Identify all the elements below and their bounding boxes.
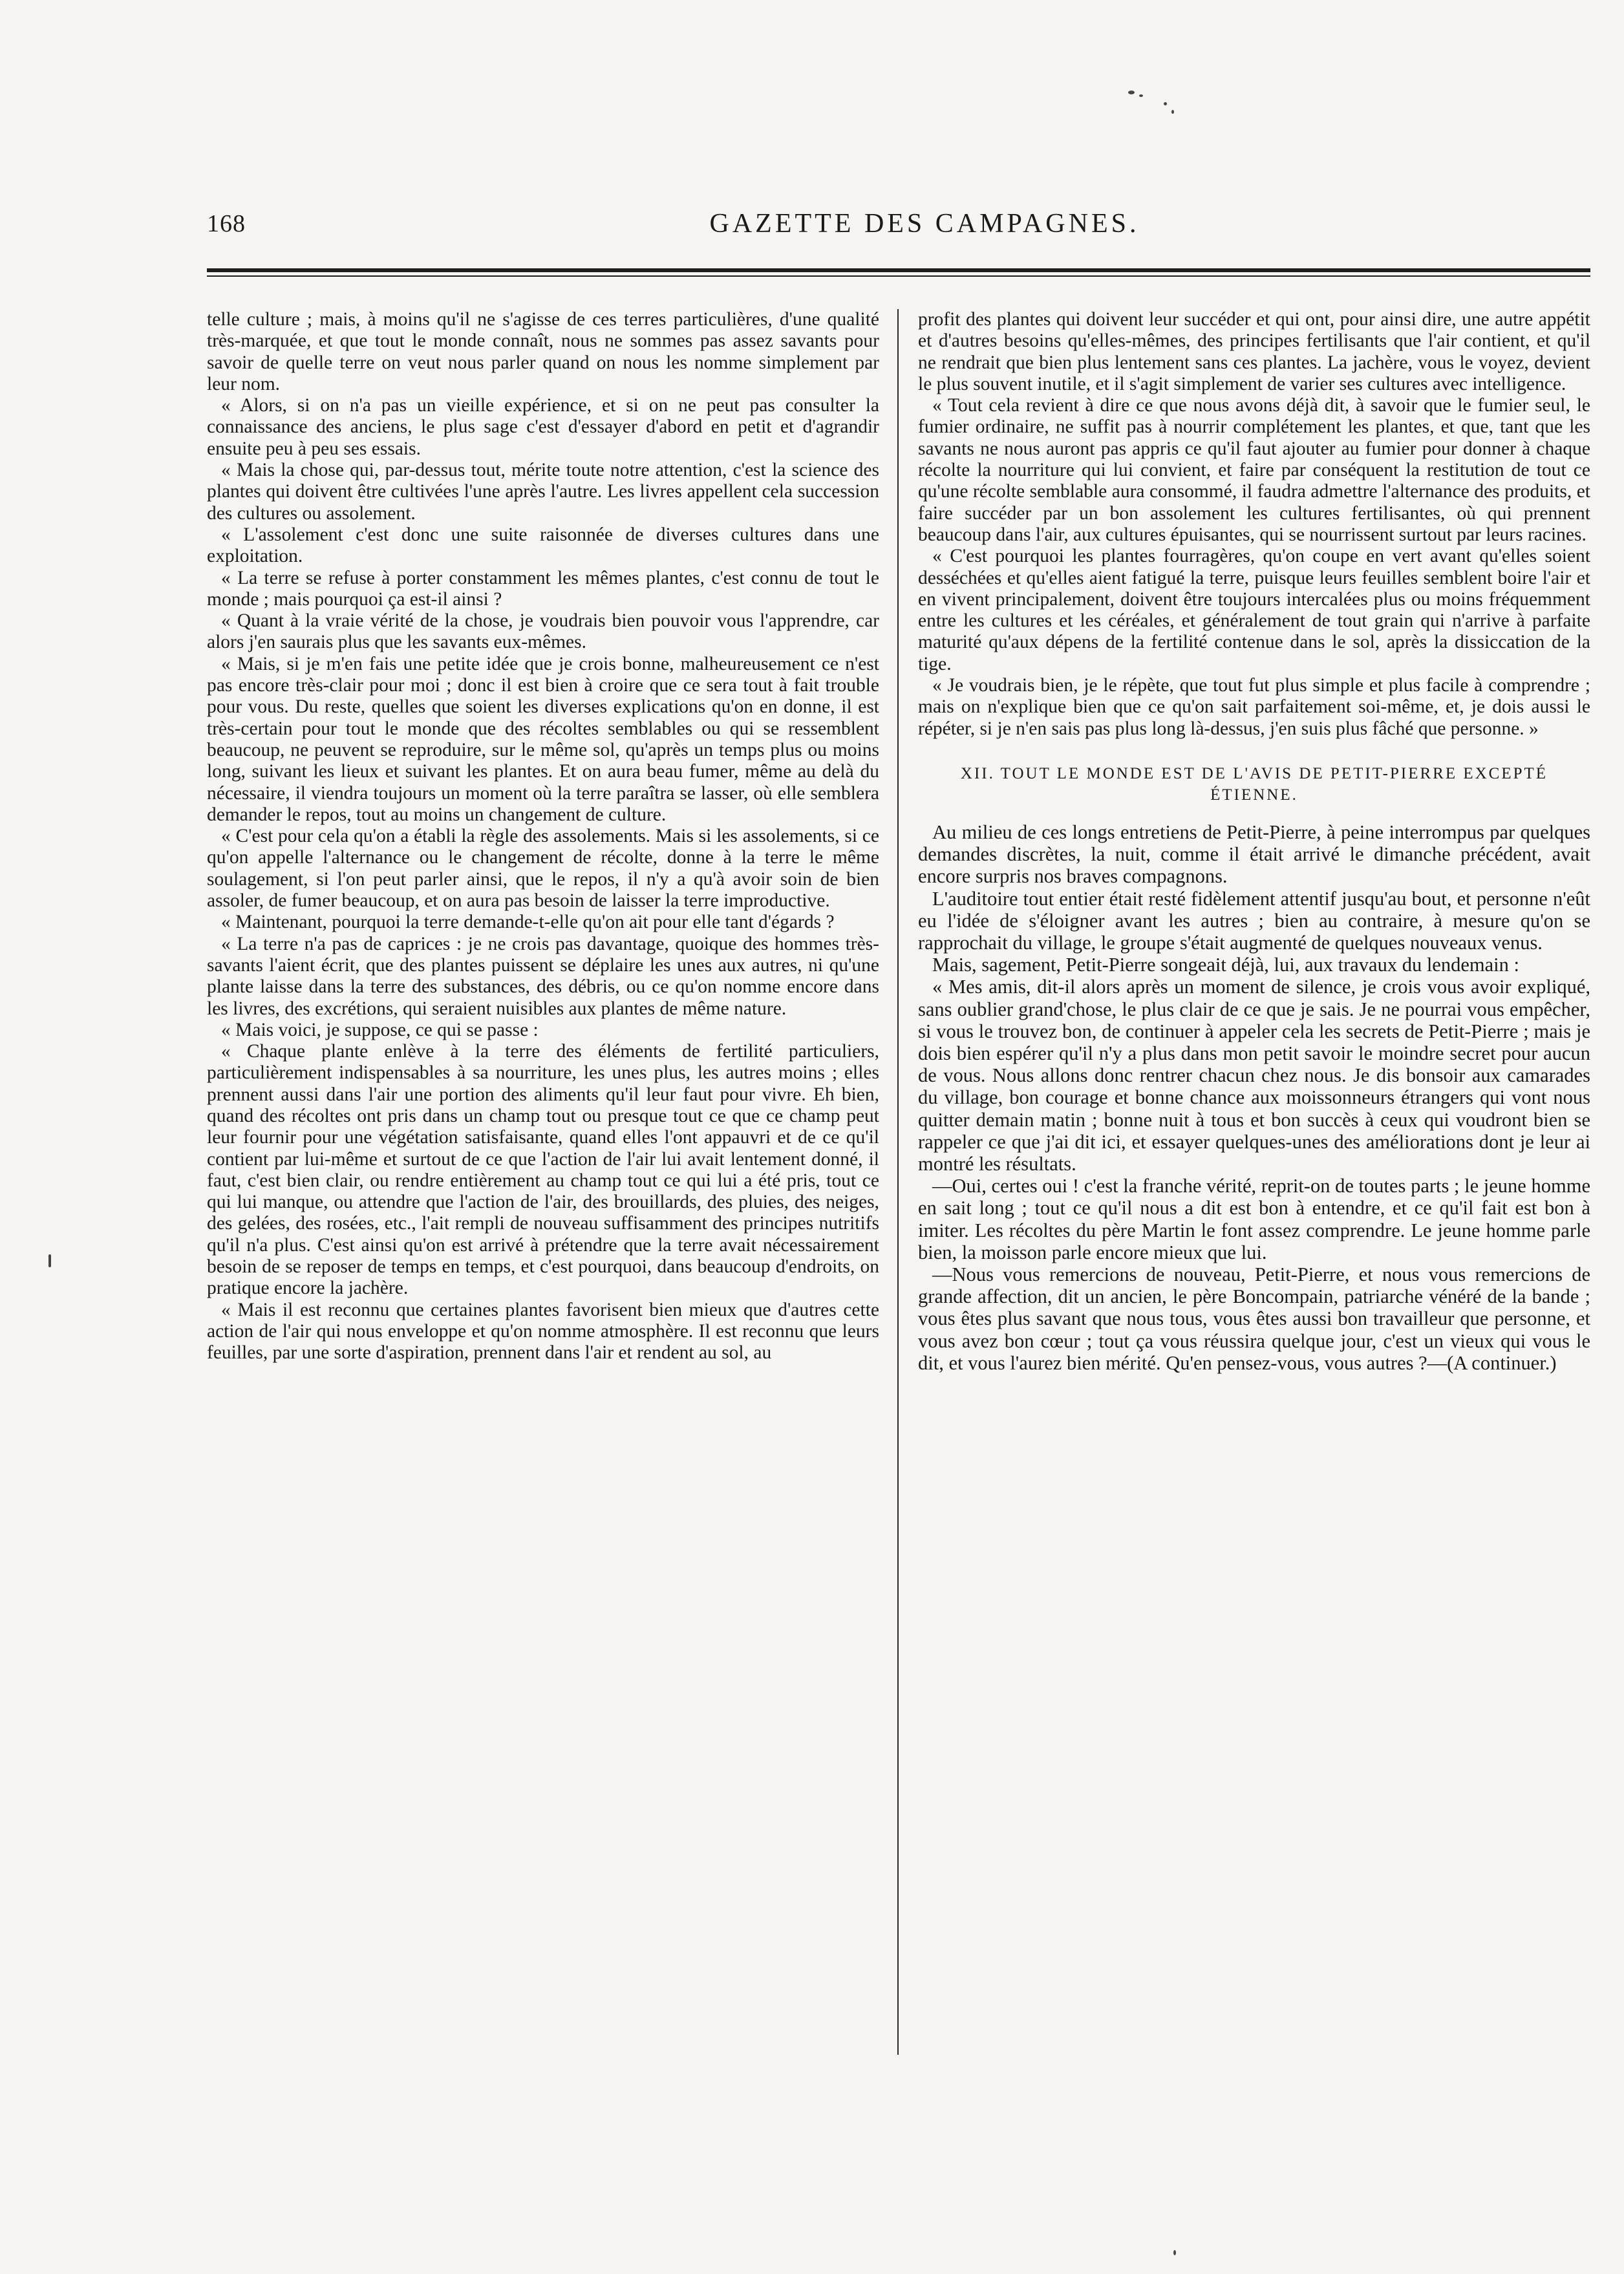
paragraph: Au milieu de ces longs entretiens de Petit-Pierre, à peine interrompus par quelques demandes discrètes, la nuit, comme il était arrivé le dimanche précédent, avait encore surpris nos braves compagnons. bbox=[918, 821, 1590, 888]
left-column bbox=[207, 309, 879, 1364]
running-title: GAZETTE DES CAMPAGNES. bbox=[709, 209, 1140, 239]
page-header bbox=[207, 207, 1590, 252]
paragraph: « Mais la chose qui, par-dessus tout, mérite toute notre attention, c'est la science des plantes qui doivent être cultivées l'une après l'autre. Les livres appellent cela succession des cultures ou assolement. bbox=[207, 460, 879, 524]
paragraph: « Maintenant, pourquoi la terre demande-t-elle qu'on ait pour elle tant d'égards ? bbox=[221, 912, 835, 933]
scan-speck bbox=[1171, 110, 1174, 114]
paragraph: « Je voudrais bien, je le répète, que tout fut plus simple et plus facile à comprendre ; mais on n'explique bien que ce qu'on sait parfaitement soi-même, et, je dois aussi le répéter, si je n'en sais pas plus long là-dessus, j'en suis plus fâché que personne. » bbox=[918, 675, 1590, 739]
paragraph: profit des plantes qui doivent leur succéder et qui ont, pour ainsi dire, une autre appétit et d'autres besoins qu'elles-mêmes, des principes fertilisants que l'air contient, et qu'il ne rendrait que bien plus lentement sans ces plantes. La jachère, vous le voyez, devient le plus souvent inutile, et il s'agit simplement de varier ses cultures avec intelligence. bbox=[918, 309, 1590, 394]
paragraph: « C'est pour cela qu'on a établi la règle des assolements. Mais si les assolements, si ce qu'on appelle l'alternance ou le changement de récolte, donne à la terre le même soulagement, si l'on peut parler ainsi, que le repos, il n'y a qu'à avoir soin de bien assoler, de fumer beaucoup, et on aura pas besoin de laisser la terre improductive. bbox=[207, 826, 879, 912]
paragraph: —Oui, certes oui ! c'est la franche vérité, reprit-on de toutes parts ; le jeune homme en sait long ; tout ce qu'il nous a dit est bon à entendre, et ce qu'il fait est bon à imiter. Les récoltes du père Martin le font assez comprendre. Le jeune homme parle bien, la moisson parle encore mieux que lui. bbox=[918, 1175, 1590, 1263]
scan-speck bbox=[1173, 2250, 1176, 2255]
paragraph: « Mais, si je m'en fais une petite idée que je crois bonne, malheureusement ce n'est pas encore très-clair pour moi ; donc il est bien à croire que ce sera tout à fait trouble pour vous. Du reste, quelles que soient les diverses explications qu'on en donne, il est très-certain pour tout le monde que des récoltes semblables ou qui se ressemblent beaucoup, ne peuvent se reproduire, sur le même sol, qu'après un temps plus ou moins long, suivant les lieux et suivant les plantes. Et on aura beau fumer, même au delà du nécessaire, il viendra toujours un moment où la terre paraîtra se lasser, où elle semblera demander le repos, tout au moins un changement de culture. bbox=[207, 653, 879, 825]
scan-speck bbox=[1164, 102, 1167, 105]
paragraph: « La terre n'a pas de caprices : je ne crois pas davantage, quoique des hommes très-savants l'aient écrit, que des plantes puissent se déplaire les unes aux autres, ni qu'une plante laisse dans la terre des substances, des débris, ou ce qu'on nomme encore dans les livres, des excrétions, qui seraient nuisibles aux plantes de même nature. bbox=[207, 933, 879, 1019]
right-column bbox=[918, 309, 1590, 1374]
scan-speck bbox=[1139, 94, 1143, 97]
paragraph: telle culture ; mais, à moins qu'il ne s'agisse de ces terres particulières, d'une qualité très-marquée, et que tout le monde connaît, nous ne sommes pas assez savants pour savoir de quelle terre on veut nous parler quand on nous les nomme simplement par leur nom. bbox=[207, 309, 879, 394]
paragraph: « La terre se refuse à porter constamment les mêmes plantes, c'est connu de tout le monde ; mais pourquoi ça est-il ainsi ? bbox=[207, 567, 879, 610]
paragraph: —Nous vous remercions de nouveau, Petit-Pierre, et nous vous remercions de grande affection, dit un ancien, le père Boncompain, patriarche vénéré de la bande ; vous êtes plus savant que nous tous, vous êtes aussi bon travailleur que personne, et vous avez bon cœur ; tout ça vous réussira quelque jour, c'est un vieux qui vous le dit, et vous l'aurez bien mérité. Qu'en pensez-vous, vous autres ?—(A continuer.) bbox=[918, 1263, 1590, 1374]
paragraph: « Chaque plante enlève à la terre des éléments de fertilité particuliers, particulièrement indispensables à sa nourriture, les unes plus, les autres moins ; elles prennent aussi dans l'air une portion des aliments qu'il leur faut pour vivre. Eh bien, quand des récoltes ont pris dans un champ tout ou presque tout ce que ce champ peut leur fournir pour une végétation satisfaisante, quand elles l'ont appauvri et de ce qu'il contient par lui-même et surtout de ce que l'action de l'air lui avait lentement donné, il faut, c'est bien clair, ou rendre entièrement au champ tout ce qui lui a été pris, tout ce qui lui manque, ou attendre que l'action de l'air, des brouillards, des pluies, des neiges, des gelées, des rosées, etc., l'ait rempli de nouveau suffisamment des principes nutritifs qu'il n'a plus. C'est ainsi qu'on est arrivé à prétendre que la terre avait nécessairement besoin de se reposer de temps en temps, et c'est pourquoi, dans beaucoup d'endroits, on pratique encore la jachère. bbox=[207, 1041, 879, 1299]
column-divider bbox=[897, 309, 899, 2055]
paragraph: « L'assolement c'est donc une suite raisonnée de diverses cultures dans une exploitation. bbox=[207, 524, 879, 567]
page-number: 168 bbox=[207, 210, 246, 237]
paragraph: « C'est pourquoi les plantes fourragères, qu'on coupe en vert avant qu'elles soient desséchées et qu'elles aient fatigué la terre, puisque leurs feuilles semblent boire l'air et en vivent principalement, doivent être toujours intercalées plus ou moins fréquemment entre les cultures et les céréales, et généralement de tout grain qui n'arrive à parfaite maturité qu'aux dépens de la fertilité contenue dans le sol, après la dissiccation de la tige. bbox=[918, 546, 1590, 674]
paragraph: « Alors, si on n'a pas un vieille expérience, et si on ne peut pas consulter la connaissance des anciens, le plus sage c'est d'essayer d'abord en petit et d'agrandir ensuite peu à peu ses essais. bbox=[207, 395, 879, 459]
header-rule-thin bbox=[207, 275, 1590, 277]
header-rule-thick bbox=[207, 268, 1590, 272]
paragraph: L'auditoire tout entier était resté fidèlement attentif jusqu'au bout, et personne n'eût eu l'idée de s'éloigner avant les autres ; bien au contraire, à mesure qu'on se rapprochait du village, le groupe s'était augmenté de quelques nouveaux venus. bbox=[918, 887, 1590, 954]
paragraph: « Mais voici, je suppose, ce qui se passe : bbox=[221, 1019, 539, 1040]
text-columns bbox=[207, 309, 1590, 2184]
paragraph: « Mes amis, dit-il alors après un moment de silence, je crois vous avoir expliqué, sans oublier grand'chose, le plus clair de ce que je sais. Je ne pourrai vous empêcher, si vous le trouvez bon, de continuer à appeler cela les secrets de Petit-Pierre ; mais je dois bien espérer qu'il n'y a plus dans mon petit savoir le moindre secret pour aucun de vous. Nous allons donc rentrer chacun chez nous. Je dis bonsoir aux camarades du village, bon courage et bonne chance aux moissonneurs étrangers qui vont nous quitter demain matin ; bonne nuit à tous et bon succès à ceux qui voudront bien se rappeler ce que j'ai dit ici, et essayer quelques-unes des améliorations dont je leur ai montré les résultats. bbox=[918, 976, 1590, 1175]
chapter-body bbox=[918, 821, 1590, 1374]
scan-speck bbox=[48, 1254, 51, 1267]
paragraph: « Tout cela revient à dire ce que nous avons déjà dit, à savoir que le fumier seul, le fumier ordinaire, ne suffit pas à nourrir complétement les plantes, et que, tant que les savants ne nous auront pas appris ce qu'il faut ajouter au fumier pour donner à chaque récolte la nourriture qui lui convient, et faire par conséquent la restitution de tout ce qu'une récolte semblable aura consommé, il faudra admettre l'alternance des produits, et faire succéder par un bon assolement les cultures fertilisantes, où qui prennent beaucoup dans l'air, aux cultures épuisantes, qui se nourrissent surtout par leurs racines. bbox=[918, 395, 1590, 545]
paragraph: Mais, sagement, Petit-Pierre songeait déjà, lui, aux travaux du lendemain : bbox=[932, 954, 1519, 976]
paragraph: « Quant à la vraie vérité de la chose, je voudrais bien pouvoir vous l'apprendre, car alors j'en saurais plus que les savants eux-mêmes. bbox=[207, 610, 879, 653]
scan-speck bbox=[1128, 91, 1135, 94]
paragraph: « Mais il est reconnu que certaines plantes favorisent bien mieux que d'autres cette action de l'air qui nous enveloppe et qu'on nomme atmosphère. Il est reconnu que leurs feuilles, par une sorte d'aspiration, prennent dans l'air et rendent au sol, au bbox=[207, 1299, 879, 1364]
section-heading: XII. TOUT LE MONDE EST DE L'AVIS DE PETIT-PIERRE EXCEPTÉ ÉTIENNE. bbox=[960, 764, 1548, 804]
